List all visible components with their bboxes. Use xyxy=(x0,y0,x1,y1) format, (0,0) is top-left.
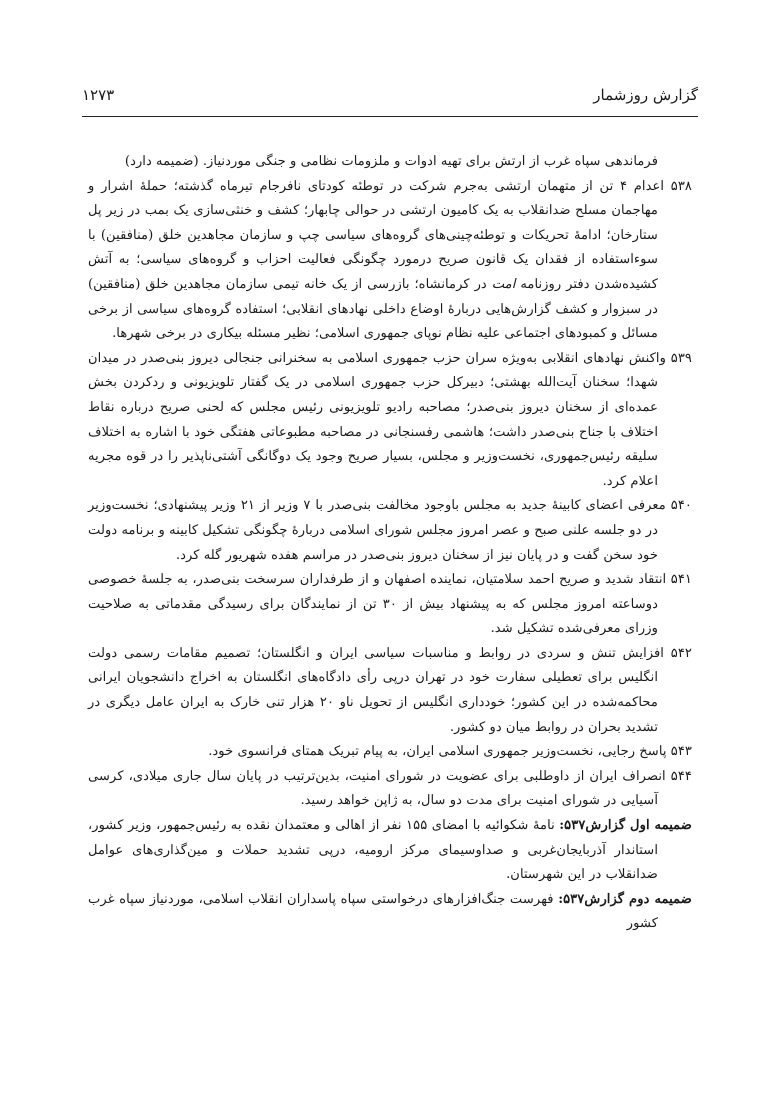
page-number: ۱۲۷۳ xyxy=(82,86,115,104)
item-number: ۵۴۳ xyxy=(670,744,692,760)
report-item-544 xyxy=(88,765,692,814)
item-number: ۵۳۸ xyxy=(670,178,692,194)
annex-label: ضمیمه اول گزارش۵۳۷: xyxy=(559,818,692,834)
paragraph-continuation: فرماندهی سپاه غرب از ارتش برای تهیه ادوات و ملزومات نظامی و جنگی موردنیاز. (ضمیمه دارد) xyxy=(124,154,658,169)
item-text: پاسخ رجایی، نخست‌وزیر جمهوری اسلامی ایران، به پیام تبریک همتای فرانسوی خود. xyxy=(208,744,667,760)
header-rule xyxy=(82,116,698,117)
annex-label: ضمیمه دوم گزارش۵۳۷: xyxy=(558,891,692,907)
report-item-538 xyxy=(88,175,692,347)
item-text: معرفی اعضای کابینهٔ جدید به مجلس باوجود مخالفت بنی‌صدر با ۷ وزیر از ۲۱ وزیر پیشنهادی؛ نخست‌وزیر در دو جلسه علنی صبح و عصر امروز مجلس شورای اسلامی دربارهٔ چگونگی تشکیل کابینه و برنامه دولت خود سخن گفت و در پایان نیز از سخنان دیروز بنی‌صدر در مراسم هفده شهریور گله کرد. xyxy=(88,498,666,563)
annex-text: فهرست جنگ‌افزارهای درخواستی سپاه پاسداران انقلاب اسلامی، موردنیاز سپاه غرب کشور xyxy=(88,891,658,932)
page-header xyxy=(82,82,698,110)
item-number: ۵۴۲ xyxy=(670,645,693,661)
annex-text: نامهٔ شکوائیه با امضای ۱۵۵ نفر از اهالی و معتمدان نقده به رئیس‌جمهور، وزیر کشور، استاندار آذربایجان‌غربی و صداوسیمای مرکز ارومیه، درپی تشدید حملات و مین‌گذاری‌های عوامل ضدانقلاب در این شهرستان. xyxy=(88,818,658,883)
annex-first xyxy=(88,814,692,888)
annex-second xyxy=(88,888,692,937)
report-item-541 xyxy=(88,568,692,642)
item-text: انصراف ایران از داوطلبی برای عضویت در شورای امنیت، بدین‌ترتیب در پایان سال جاری میلادی، کرسی آسیایی در شورای امنیت برای مدت دو سال، به ژاپن خواهد رسید. xyxy=(88,768,666,809)
page-body xyxy=(88,150,692,937)
item-number: ۵۳۹ xyxy=(670,350,692,366)
item-text: افزایش تنش و سردی در روابط و مناسبات سیاسی ایران و انگلستان؛ تصمیم مقامات رسمی دولت انگلیس برای تعطیلی سفارت خود در تهران درپی رأی دادگاه‌های انگلستان به اخراج دانشجویان ایرانی محاکمه‌شده در این کشور؛ خودداری انگلیس از تحویل ناو ۲۰ هزار تنی خارک به ایران عامل دیگری در تشدید بحران در روابط میان دو کشور. xyxy=(88,645,664,735)
item-text: انتقاد شدید و صریح احمد سلامتیان، نماینده اصفهان و از طرفداران سرسخت بنی‌صدر، به جلسهٔ خصوصی دوساعته امروز مجلس که به پیشنهاد بیش از ۳۰ تن از نمایندگان برای رسیدگی مقدماتی به صلاحیت وزرای معرفی‌شده تشکیل شد. xyxy=(88,572,667,637)
item-number: ۵۴۱ xyxy=(670,572,692,588)
item-text: واکنش نهادهای انقلابی به‌ویژه سران حزب جمهوری اسلامی به سخنرانی جنجالی دیروز بنی‌صدر در میدان شهدا؛ سخنان آیت‌الله بهشتی؛ دبیرکل حزب جمهوری اسلامی در یک گفتار تلویزیونی و ردکردن بخش عمده‌ای از سخنان دیروز بنی‌صدر؛ مصاحبه رادیو تلویزیونی رئیس مجلس که لحنی صریح درباره نقاط اختلاف با جناح بنی‌صدر داشت؛ هاشمی رفسنجانی در مصاحبه مطبوعاتی هفتگی خود با اشاره به اختلاف سلیقه رئیس‌جمهوری، نخست‌وزیر و مجلس، بسیار صریح وجود یک دوگانگی آشتی‌ناپذیر را در قوه مجریه اعلام کرد. xyxy=(88,350,666,489)
report-item-540 xyxy=(88,494,692,568)
item-text-continued: در کرمانشاه؛ بازرسی از یک خانه تیمی سازمان مجاهدین خلق (منافقین) در سبزوار و کشف گزارش‌هایی دربارهٔ اوضاع داخلی نهادهای انقلابی؛ استفاده گروه‌های سیاسی از برخی مسائل و کمبودهای اجتماعی علیه نظام نوپای جمهوری اسلامی؛ نظیر مسئله بیکاری در برخی شهرها. xyxy=(88,276,658,342)
report-item-539 xyxy=(88,347,692,495)
newspaper-name: امت xyxy=(491,276,516,292)
report-item-543 xyxy=(88,740,692,765)
report-item-542 xyxy=(88,642,692,740)
item-number: ۵۴۴ xyxy=(670,768,692,784)
item-text: اعدام ۴ تن از متهمان ارتشی به‌جرم شرکت در توطئه کودتای نافرجام تیرماه گذشته؛ حملهٔ اشرار و مهاجمان مسلح ضدانقلاب به یک کامیون ارتشی در حوالی چابهار؛ کشف و خنثی‌سازی یک بمب در زیر پل ستارخان؛ ادامهٔ تحریکات و توطئه‌چینی‌های گروه‌های سیاسی چپ و سازمان مجاهدین خلق (منافقین) با سوءاستفاده از فقدان یک قانون صریح درمورد چگونگی فعالیت احزاب و گروه‌های سیاسی؛ به آتش کشیده‌شدن دفتر روزنامه xyxy=(88,178,665,292)
running-title: گزارش روزشمار xyxy=(593,86,698,104)
item-number: ۵۴۰ xyxy=(670,498,692,514)
